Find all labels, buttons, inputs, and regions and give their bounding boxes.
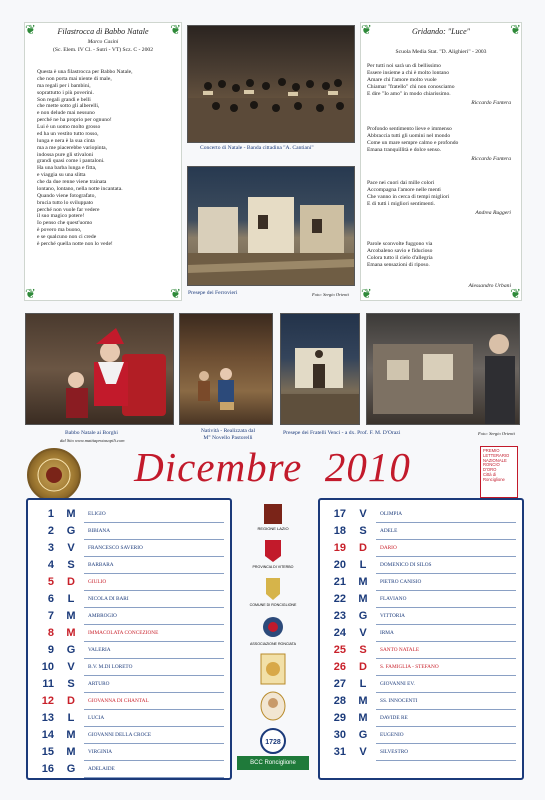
- badge-line: RONCIO: [483, 462, 500, 468]
- nativity-figures-image: [180, 314, 272, 424]
- day-number: 20: [333, 559, 346, 571]
- note-line: [84, 777, 224, 778]
- saint-name: ADELE: [380, 528, 398, 534]
- saint-name: ADELAIDE: [88, 766, 115, 772]
- poem-stanza-author: Riccardo Fantera: [471, 156, 511, 162]
- weekday-letter: G: [66, 644, 76, 656]
- saint-name: B.V. M.DI LORETO: [88, 664, 133, 670]
- calendar-right: [318, 498, 524, 780]
- weekday-letter: G: [358, 729, 368, 741]
- poem-stanza: Parole sconvolte fuggono via Arcobaleno savio e fiducioso Colora tutto il cielo d'allegria Emana sensazioni di riposo.: [367, 241, 433, 268]
- weekday-letter: M: [66, 746, 76, 758]
- day-number: 28: [333, 695, 346, 707]
- sponsor-text: PROVINCIA DI VITERBO: [252, 565, 294, 569]
- saint-name: GIOVANNI EV.: [380, 681, 415, 687]
- day-number: 6: [47, 593, 54, 605]
- leaf-corner-icon: ❦: [170, 22, 181, 37]
- day-number: 10: [41, 661, 54, 673]
- saint-name: GIOVANNA DI CHANTAL: [88, 698, 149, 704]
- calendar-day-row: [28, 759, 230, 780]
- babbo-credit: dal Sito www.mattiaprotasopili.com: [60, 438, 125, 443]
- weekday-letter: M: [358, 695, 368, 707]
- weekday-letter: M: [66, 610, 76, 622]
- ferrovieri-photo: [187, 166, 355, 286]
- saint-name: AMBROGIO: [88, 613, 117, 619]
- day-number: 13: [41, 712, 54, 724]
- poem-right-panel: [360, 22, 522, 301]
- saint-name: FLAVIANO: [380, 596, 407, 602]
- year-value: 2010: [324, 444, 411, 490]
- poem-left-school: (Sc. Elem. IV Cl. - Sutri - VT) Scz. C - 2002: [52, 47, 153, 53]
- day-number: 3: [47, 542, 54, 554]
- saint-name: SILVESTRO: [380, 749, 409, 755]
- sponsor-text: COMUNE DI RONCIGLIONE: [249, 603, 297, 607]
- saint-name: IMMACOLATA CONCEZIONE: [88, 630, 159, 636]
- leaf-corner-icon: ❦: [170, 286, 181, 301]
- day-number: 8: [47, 627, 54, 639]
- calendar-day-row: [320, 742, 522, 763]
- babbo-natale-photo: [25, 313, 174, 425]
- venci-photo-2: [366, 313, 520, 425]
- saint-name: GIULIO: [88, 579, 107, 585]
- saint-name: ARTURO: [88, 681, 110, 687]
- santa-image: [26, 314, 173, 424]
- day-number: 17: [333, 508, 346, 520]
- concert-caption: Concerto di Natale - Banda cittadina "A. Cantiani": [200, 145, 314, 151]
- weekday-letter: L: [359, 678, 367, 690]
- comune-ronciglione-logo: [249, 576, 297, 608]
- weekday-letter: D: [359, 661, 367, 673]
- sponsor-text: REGIONE LAZIO: [257, 526, 289, 531]
- poem-left-title: Filastrocca di Babbo Natale: [57, 27, 149, 36]
- day-number: 29: [333, 712, 346, 724]
- weekday-letter: D: [359, 542, 367, 554]
- saint-name: GIOVANNI DELLA CROCE: [88, 732, 152, 738]
- weekday-letter: D: [67, 695, 75, 707]
- day-number: 22: [333, 593, 346, 605]
- presepe-caption: Presepe dei Fratelli Venci - a dx. Prof. F. M. D'Orazi: [283, 430, 401, 436]
- provincia-viterbo-logo: [252, 538, 294, 570]
- day-number: 9: [47, 644, 54, 656]
- weekday-letter: M: [358, 576, 368, 588]
- day-number: 14: [41, 729, 54, 741]
- weekday-letter: G: [66, 525, 76, 537]
- day-number: 2: [47, 525, 54, 537]
- weekday-letter: V: [67, 542, 75, 554]
- medallion-logo: [256, 652, 290, 686]
- logo-1728: [256, 727, 290, 755]
- day-number: 5: [47, 576, 54, 588]
- day-number: 31: [333, 746, 346, 758]
- concert-photo: [187, 25, 355, 143]
- weekday-letter: M: [66, 508, 76, 520]
- regione-lazio-logo: [256, 502, 290, 532]
- day-number: 27: [333, 678, 346, 690]
- poem-left-panel: [24, 22, 182, 301]
- weekday-letter: G: [358, 610, 368, 622]
- saint-name: OLIMPIA: [380, 511, 403, 517]
- note-line: [376, 760, 516, 761]
- poem-stanza: Profondo sentimento lieve e immenso Abbraccia tutti gli uomini nel mondo Come un mare sempre calmo e profondo Emana tranquillità e dolce senso.: [367, 126, 459, 153]
- leaf-corner-icon: ❦: [361, 286, 372, 301]
- nativita-caption: Natività - Realizzata dal M° Novello Pastorelli: [200, 428, 256, 441]
- day-number: 18: [333, 525, 346, 537]
- leaf-corner-icon: ❦: [25, 286, 36, 301]
- day-number: 21: [333, 576, 346, 588]
- day-number: 25: [333, 644, 346, 656]
- weekday-letter: D: [67, 576, 75, 588]
- presepe-village-image: [281, 314, 359, 424]
- nativita-photo: [179, 313, 273, 425]
- day-number: 16: [41, 763, 54, 775]
- poem-stanza-author: Riccardo Fantera: [471, 100, 511, 106]
- poem-right-school: Scuola Media Stat. "D. Alighieri" - 2003: [395, 49, 487, 55]
- month-name: Dicembre: [134, 444, 303, 490]
- leaf-corner-icon: ❦: [510, 286, 521, 301]
- weekday-letter: L: [359, 559, 367, 571]
- poem-stanza-author: Alessandro Urbani: [468, 283, 511, 289]
- day-number: 19: [333, 542, 346, 554]
- sponsor-text: 1728: [265, 739, 281, 746]
- sponsor-text: BCC Ronciglione: [250, 760, 296, 766]
- presepe-credit: Foto: Sergio Orienti: [478, 431, 515, 436]
- weekday-letter: S: [67, 559, 75, 571]
- concert-band-image: [188, 26, 354, 142]
- saint-name: BIBIANA: [88, 528, 111, 534]
- weekday-letter: V: [67, 661, 75, 673]
- calendar-left: [26, 498, 232, 780]
- saint-name: VITTORIA: [380, 613, 405, 619]
- premio-badge: [480, 446, 518, 498]
- leaf-corner-icon: ❦: [25, 22, 36, 37]
- badge-line: NAZIONALE: [483, 457, 507, 463]
- weekday-letter: S: [359, 525, 367, 537]
- poem-left-author: Marco Casini: [87, 39, 119, 45]
- saint-name: EUGENIO: [380, 732, 404, 738]
- saint-name: BARBARA: [88, 562, 114, 568]
- saint-name: NICOLA DI BARI: [88, 596, 129, 602]
- weekday-letter: V: [359, 627, 367, 639]
- day-number: 12: [41, 695, 54, 707]
- saint-name: VIRGINIA: [88, 749, 113, 755]
- day-number: 4: [47, 559, 54, 571]
- leaf-corner-icon: ❦: [361, 22, 372, 37]
- weekday-letter: M: [66, 627, 76, 639]
- day-number: 1: [47, 508, 54, 520]
- ferrovieri-caption: Presepe dei Ferrovieri: [188, 290, 238, 296]
- portrait-logo: [256, 690, 290, 722]
- calendar-title: [0, 443, 545, 491]
- weekday-letter: S: [67, 678, 75, 690]
- saint-name: IRMA: [380, 630, 394, 636]
- weekday-letter: L: [67, 712, 75, 724]
- presepe-professor-image: [367, 314, 519, 424]
- weekday-letter: L: [67, 593, 75, 605]
- weekday-letter: S: [359, 644, 367, 656]
- saint-name: ELIGIO: [88, 511, 106, 517]
- poem-right-title: Gridando: "Luce": [411, 27, 471, 36]
- nativity-scene-image: [188, 167, 354, 285]
- saint-name: SS. INNOCENTI: [380, 698, 418, 704]
- day-number: 23: [333, 610, 346, 622]
- badge-line: PREMIO: [483, 448, 500, 453]
- poem-stanza: Per tutti noi sarà un dì bellissimo Essere insieme a chi è molto lontano Amare chi l'amore molto vuole Chiamar "fratello" chi non conosciamo E dire "Io amo" in modo chiarissimo.: [367, 63, 455, 97]
- weekday-letter: V: [359, 746, 367, 758]
- poem-stanza: Pace nei cuori dai mille colori Accompagna l'amore nelle menti Che vanno in cerca di tempi migliori E di tutti i migliori sentimenti.: [367, 180, 450, 207]
- weekday-letter: M: [358, 593, 368, 605]
- poem-left-text: Questa è una filastrocca per Babbo Natale, che non porta mai niente di male, ma regali per i bambini, soprattutto i più poverini. Son regali grandi e belli che mette sotto gli alberelli, e non delude mai nessuno perché ne ha proprio per ognuno! Lui è un uomo molto grosso ed ha un vestito tutto rosso, lunga e nera è la sua cinta ma a me piacerebbe variopinta, indossa pure gli stivaloni grandi quasi come i pantaloni. Ha una barba lunga e fitta, e viaggia su una slitta che da due renne viene trainata lontano, lontano, nella notte incantata. Quando viene fotografato, brucia tutto lo sviluppato perché non vuole far vedere il suo magico potere! Io penso che quest'uomo è povero ma buono, e se qualcuno non ci crede è perché quella notte non lo vede!: [37, 69, 133, 247]
- ferrovieri-credit: Foto: Sergio Orienti: [312, 292, 349, 297]
- weekday-letter: G: [66, 763, 76, 775]
- poem-stanza-author: Andrea Ruggeri: [475, 210, 511, 216]
- badge-line: D'ORO: [483, 467, 497, 473]
- day-number: 7: [47, 610, 54, 622]
- venci-photo-1: [280, 313, 360, 425]
- sponsor-text: ASSOCIAZIONE RONCIATA: [250, 642, 296, 646]
- bcc-logo: [237, 756, 309, 770]
- saint-name: PIETRO CANISIO: [380, 579, 422, 585]
- saint-name: VALERIA: [88, 647, 111, 653]
- day-number: 24: [333, 627, 346, 639]
- day-number: 26: [333, 661, 346, 673]
- weekday-letter: V: [359, 508, 367, 520]
- associazione-logo: [250, 614, 296, 648]
- weekday-letter: M: [358, 712, 368, 724]
- saint-name: DARIO: [380, 545, 397, 551]
- badge-line: Città di Ronciglione: [483, 472, 505, 482]
- badge-line: LETTERARIO: [483, 452, 510, 458]
- saint-name: SANTO NATALE: [380, 647, 420, 653]
- day-number: 11: [42, 678, 54, 690]
- saint-name: S. FAMIGLIA - STEFANO: [380, 664, 439, 670]
- weekday-letter: M: [66, 729, 76, 741]
- leaf-corner-icon: ❦: [510, 22, 521, 37]
- saint-name: DAVIDE RE: [380, 715, 408, 721]
- babbo-caption: Babbo Natale ai Borghi: [65, 430, 118, 436]
- saint-name: DOMENICO DI SILOS: [380, 562, 432, 568]
- saint-name: LUCIA: [88, 715, 105, 721]
- day-number: 15: [41, 746, 54, 758]
- saint-name: FRANCESCO SAVERIO: [88, 545, 143, 551]
- day-number: 30: [333, 729, 346, 741]
